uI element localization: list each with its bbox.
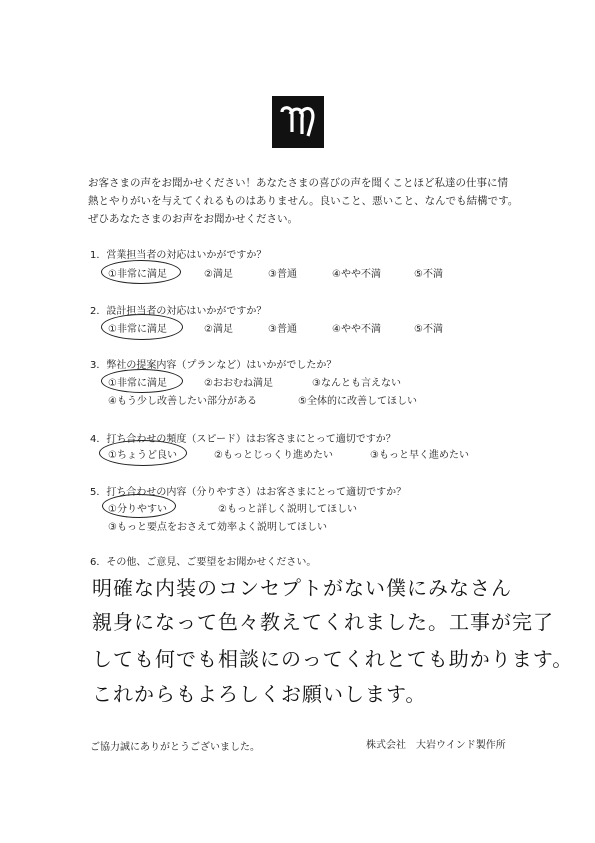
q1-option-5: ⑤不満 xyxy=(414,269,443,280)
q2-option-1: ①非常に満足 xyxy=(108,324,167,335)
question-4: 4．打ち合わせの頻度（スピード）はお客さまにとって適切ですか？ xyxy=(90,434,396,445)
q4-option-3: ③もっと早く進めたい xyxy=(370,450,469,461)
intro-line: お客さまの声をお聞かせください！あなたさまの喜びの声を聞くことほど私達の仕事に情 xyxy=(88,177,508,189)
handwritten-line-4: これからもよろしくお願いします。 xyxy=(92,682,427,706)
q3-option-2: ②おおむね満足 xyxy=(204,378,273,389)
intro-text xyxy=(88,174,528,228)
question-6: 6．その他、ご意見、ご要望をお聞かせください。 xyxy=(90,557,317,568)
question-5: 5．打ち合わせの内容（分りやすさ）はお客さまにとって適切ですか？ xyxy=(90,487,407,498)
q1-option-3: ③普通 xyxy=(268,269,297,280)
question-3: 3．弊社の提案内容（プランなど）はいかがでしたか？ xyxy=(90,360,337,371)
handwritten-line-2: 親身になって色々教えてくれました。工事が完了 xyxy=(92,610,554,634)
q5-option-3: ③もっと要点をおさえて効率よく説明してほしい xyxy=(108,522,327,533)
q2-option-5: ⑤不満 xyxy=(414,324,443,335)
company-name: 株式会社 大岩ウインド製作所 xyxy=(366,740,506,751)
q5-option-1: ①分りやすい xyxy=(108,504,167,515)
thanks-text: ご協力誠にありがとうございました。 xyxy=(90,742,260,753)
question-1: 1．営業担当者の対応はいかがですか？ xyxy=(90,250,267,261)
q4-option-1: ①ちょうど良い xyxy=(108,450,177,461)
intro-line: 熱とやりがいを与えてくれるものはありません。良いこと、悪いこと、なんでも結構です。 xyxy=(88,195,519,207)
handwritten-line-3: しても何でも相談にのってくれとても助かります。 xyxy=(92,647,574,671)
q2-option-3: ③普通 xyxy=(268,324,297,335)
q4-option-2: ②もっとじっくり進めたい xyxy=(214,450,333,461)
q1-option-4: ④やや不満 xyxy=(332,269,381,280)
intro-line: ぜひあなたさまのお声をお聞かせください。 xyxy=(88,213,298,225)
q3-option-4: ④もう少し改善したい部分がある xyxy=(108,396,257,407)
question-2: 2．設計担当者の対応はいかがですか？ xyxy=(90,306,267,317)
q1-option-2: ②満足 xyxy=(204,269,233,280)
q1-option-1: ①非常に満足 xyxy=(108,269,167,280)
handwritten-line-1: 明確な内装のコンセプトがない僕にみなさん xyxy=(92,576,512,600)
q3-option-5: ⑤全体的に改善してほしい xyxy=(298,396,417,407)
q3-option-3: ③なんとも言えない xyxy=(312,378,401,389)
q3-option-1: ①非常に満足 xyxy=(108,378,167,389)
company-logo xyxy=(272,96,324,148)
q5-option-2: ②もっと詳しく説明してほしい xyxy=(218,504,357,515)
q2-option-2: ②満足 xyxy=(204,324,233,335)
q2-option-4: ④やや不満 xyxy=(332,324,381,335)
